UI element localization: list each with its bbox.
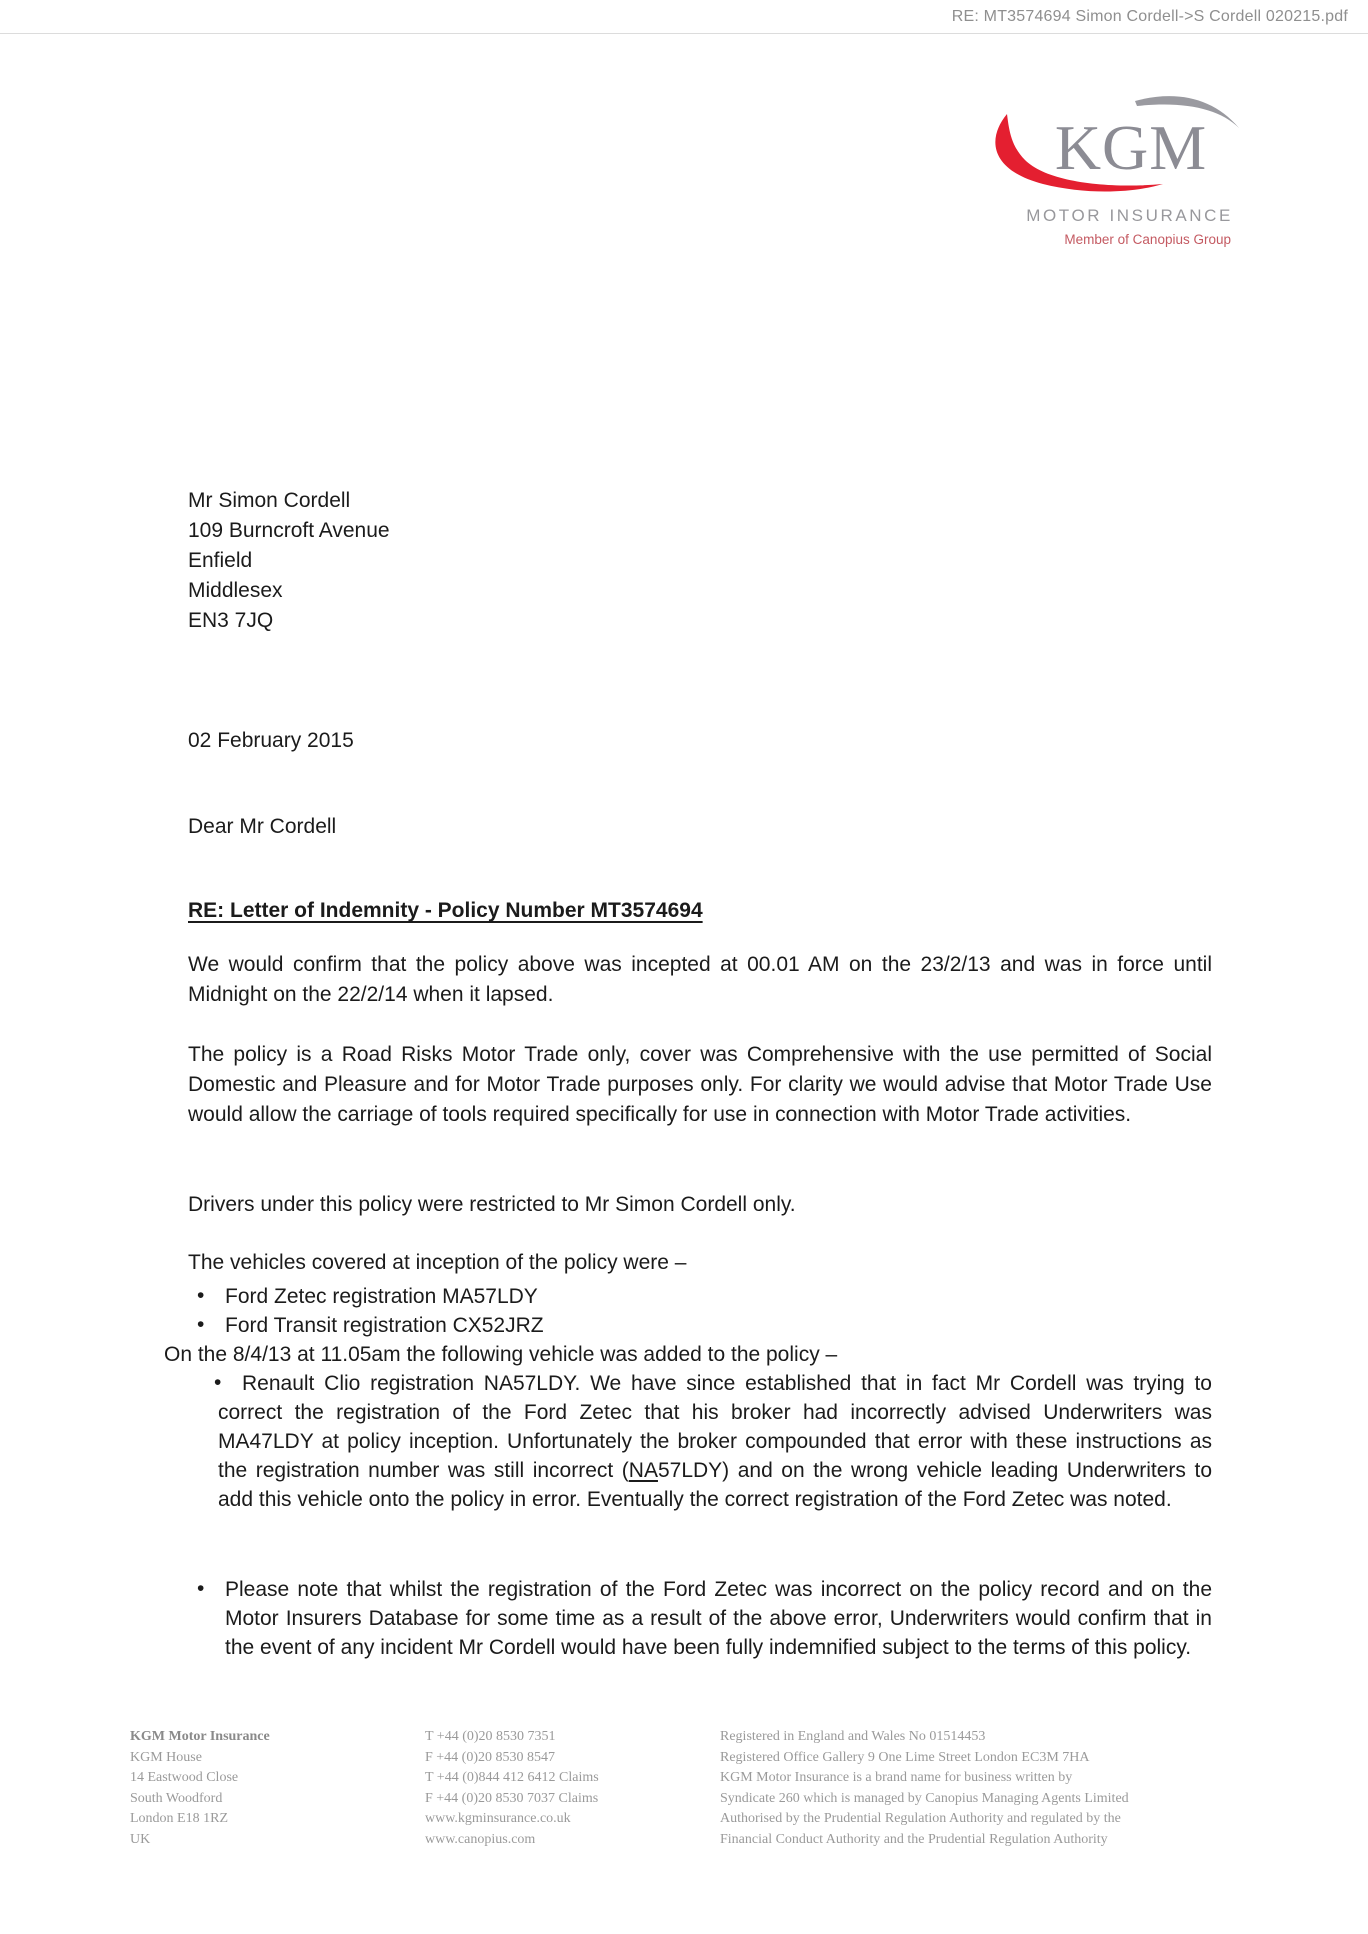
kgm-swoosh-logo-icon — [985, 86, 1243, 204]
recipient-postcode: EN3 7JQ — [188, 609, 274, 632]
subject-line: RE: Letter of Indemnity - Policy Number MT3574694 — [188, 899, 703, 922]
footer-contact-column — [425, 1727, 599, 1850]
footer-website-canopius: www.canopius.com — [425, 1831, 536, 1847]
footer-address-line: UK — [130, 1831, 151, 1847]
footer-legal-column — [720, 1727, 1129, 1850]
paragraph-policy-cover: The policy is a Road Risks Motor Trade only, cover was Comprehensive with the use permitted of Social Domestic and Pleasure and for Motor Trade purposes only. For clarity we would advise that Motor Trade Use would allow the carriage of tools required specifically for use in connection with Motor Trade activities. — [188, 1043, 1212, 1126]
kgm-logo — [985, 86, 1243, 251]
paragraph-drivers: Drivers under this policy were restricted to Mr Simon Cordell only. — [188, 1193, 796, 1216]
letterhead-footer — [0, 1727, 1368, 1887]
footer-legal-line: Registered in England and Wales No 01514453 — [720, 1729, 986, 1744]
paragraph-vehicle-added-intro: On the 8/4/13 at 11.05am the following vehicle was added to the policy – — [164, 1343, 838, 1366]
footer-legal-line: KGM Motor Insurance is a brand name for business written by — [720, 1770, 1073, 1785]
bullet-icon: • — [197, 1313, 205, 1336]
underlined-registration-prefix: NA — [628, 1459, 658, 1482]
footer-address-column — [130, 1727, 270, 1850]
bullet-icon: • — [197, 1577, 205, 1600]
bullet-icon: • — [214, 1371, 222, 1394]
footer-legal-line: Authorised by the Prudential Regulation Authority and regulated by the — [720, 1811, 1121, 1826]
recipient-street: 109 Burncroft Avenue — [188, 519, 390, 542]
recipient-address — [188, 486, 1212, 636]
vehicle-bullet-ford-zetec: • Ford Zetec registration MA57LDY — [225, 1282, 1212, 1311]
footer-claims-phone: T +44 (0)844 412 6412 Claims — [425, 1770, 599, 1785]
logo-subtitle: MOTOR INSURANCE — [1026, 206, 1233, 225]
recipient-name: Mr Simon Cordell — [188, 489, 351, 512]
footer-phone: T +44 (0)20 8530 7351 — [425, 1729, 556, 1744]
bullet-icon: • — [197, 1284, 205, 1307]
recipient-town: Enfield — [188, 549, 253, 572]
footer-legal-line: Financial Conduct Authority and the Prudential Regulation Authority — [720, 1831, 1108, 1847]
vehicle-bullet-ford-transit: • Ford Transit registration CX52JRZ — [225, 1311, 1212, 1340]
bullet-please-note: • Please note that whilst the registration of the Ford Zetec was incorrect on the policy record and on the Motor Insurers Database for some time as a result of the above error, Underwriters would confirm that in the event of any incident Mr Cordell would have been fully indemnified subject to the terms of this policy. — [225, 1575, 1212, 1662]
kgm-brand-text: KGM — [1054, 112, 1208, 183]
bullet-renault-clio — [214, 1369, 1212, 1514]
renault-text-before: Renault Clio registration NA57LDY. We have since established that in fact Mr Cordell was trying to correct the registration of the Ford Zetec that his broker had incorrectly advised Underwriters was MA47LDY at policy inception. Unfortunately the broker compounded that error with these instructions as the registration number was still incorrect ( — [218, 1372, 1212, 1482]
footer-address-line: London E18 1RZ — [130, 1811, 228, 1826]
footer-legal-line: Syndicate 260 which is managed by Canopius Managing Agents Limited — [720, 1790, 1129, 1806]
footer-company-name: KGM Motor Insurance — [130, 1729, 270, 1744]
footer-address-line: South Woodford — [130, 1790, 223, 1806]
paragraph-inception: We would confirm that the policy above was incepted at 00.01 AM on the 23/2/13 and was in force until Midnight on the 22/2/14 when it lapsed. — [188, 953, 1212, 1006]
footer-address-line: KGM House — [130, 1749, 202, 1765]
pdf-viewer-header — [0, 0, 1368, 34]
pdf-filename: RE: MT3574694 Simon Cordell->S Cordell 020215.pdf — [951, 8, 1348, 25]
recipient-county: Middlesex — [188, 579, 283, 602]
paragraph-vehicles-intro: The vehicles covered at inception of the policy were – — [188, 1251, 687, 1274]
footer-fax: F +44 (0)20 8530 8547 — [425, 1749, 556, 1765]
footer-website-kgm: www.kgminsurance.co.uk — [425, 1811, 571, 1826]
letter-date: 02 February 2015 — [188, 729, 354, 752]
footer-address-line: 14 Eastwood Close — [130, 1770, 239, 1785]
renault-text-after: 57LDY) and on the wrong vehicle leading Underwriters to add this vehicle onto the policy in error. Eventually the correct registration of the Ford Zetec was noted. — [218, 1459, 1212, 1511]
footer-legal-line: Registered Office Gallery 9 One Lime Street London EC3M 7HA — [720, 1749, 1090, 1765]
logo-tagline: Member of Canopius Group — [1064, 232, 1231, 247]
salutation: Dear Mr Cordell — [188, 815, 337, 838]
footer-claims-fax: F +44 (0)20 8530 7037 Claims — [425, 1790, 599, 1806]
